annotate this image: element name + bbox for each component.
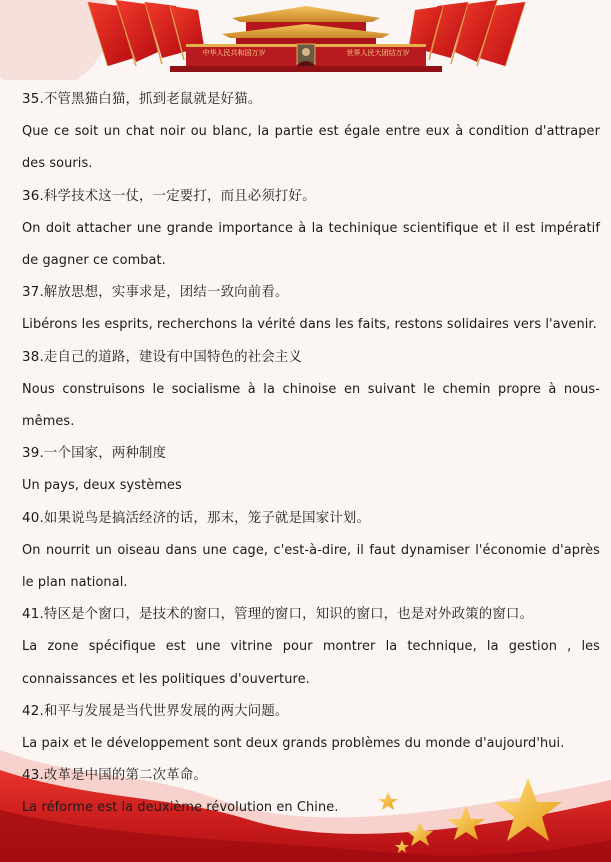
- right-flags-icon: [409, 0, 525, 66]
- entry-fr: La zone spécifique est une vitrine pour montrer la technique, la gestion , les connaissances et les politiques d'ouverture.: [22, 639, 600, 687]
- banner-right: [332, 46, 424, 60]
- entry-35: [22, 84, 600, 181]
- phrase-list: [22, 84, 600, 825]
- entry-fr: Libérons les esprits, recherchons la vérité dans les faits, restons solidaires vers l'avenir.: [22, 317, 597, 333]
- entry-zh: 36.科学技术这一仗，一定要打，而且必须打好。: [22, 188, 316, 204]
- entry-40: [22, 503, 600, 600]
- banner-right-text: 世界人民大团结万岁: [346, 49, 410, 57]
- entry-37: [22, 277, 600, 341]
- entry-fr: Un pays, deux systèmes: [22, 478, 182, 494]
- entry-41: [22, 599, 600, 696]
- banner-left-text: 中华人民共和国万岁: [202, 49, 266, 57]
- entry-zh: 43.改革是中国的第二次革命。: [22, 768, 207, 784]
- entry-42: [22, 696, 600, 760]
- entry-zh: 37.解放思想，实事求是，团结一致向前看。: [22, 285, 289, 301]
- entry-fr: La réforme est la deuxième révolution en Chine.: [22, 800, 339, 816]
- entry-fr: Nous construisons le socialisme à la chinoise en suivant le chemin propre à nous-mêmes.: [22, 381, 600, 430]
- entry-39: [22, 438, 600, 502]
- banner-left: [188, 46, 280, 60]
- entry-zh: 42.和平与发展是当代世界发展的两大问题。: [22, 703, 289, 719]
- entry-zh: 40.如果说鸟是搞活经济的话，那末，笼子就是国家计划。: [22, 510, 371, 526]
- tiananmen-header-illustration: [0, 0, 611, 80]
- entry-38: [22, 342, 600, 439]
- entry-zh: 38.走自己的道路，建设有中国特色的社会主义: [22, 349, 303, 365]
- entry-zh: 35.不管黑猫白猫，抓到老鼠就是好猫。: [22, 92, 262, 107]
- entry-36: [22, 181, 600, 278]
- entry-fr: On doit attacher une grande importance à la techinique scientifique et il est impératif de gagner ce combat.: [22, 220, 600, 269]
- entry-zh: 39.一个国家，两种制度: [22, 446, 167, 462]
- entry-zh: 41.特区是个窗口，是技术的窗口，管理的窗口，知识的窗口，也是对外政策的窗口。: [22, 607, 534, 623]
- entry-fr: Que ce soit un chat noir ou blanc, la partie est égale entre eux à condition d'attraper des souris.: [22, 124, 600, 172]
- entry-fr: La paix et le développement sont deux grands problèmes du monde d'aujourd'hui.: [22, 736, 565, 752]
- entry-43: [22, 760, 600, 824]
- entry-fr: On nourrit un oiseau dans une cage, c'est-à-dire, il faut dynamiser l'économie d'après le plan national.: [22, 542, 600, 591]
